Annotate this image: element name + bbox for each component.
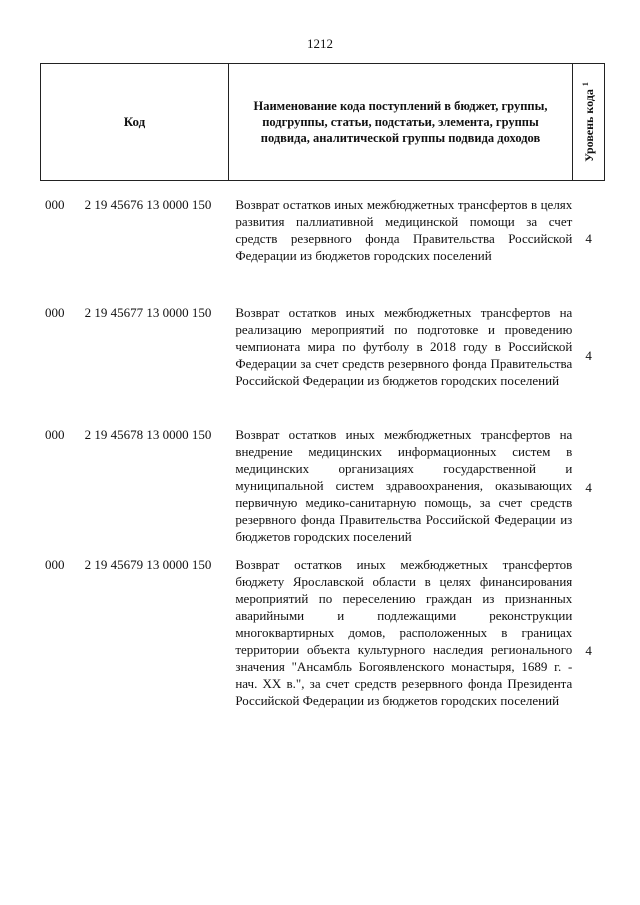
table-row xyxy=(40,196,605,282)
page-number: 1212 xyxy=(307,36,333,51)
row-prefix: 000 xyxy=(45,197,65,212)
row-text: Возврат остатков иных межбюджетных трансфертов бюджету Ярославской области в целях финансирования мероприятий по переселению граждан из признанных аварийными и подлежащими реконструкции многоквартирных домов, расположенных в границах территории объекта культурного наследия регионального значения "Ансамбль Богоявленского монастыря, 1689 г. - нач. XX в.", за счет средств резервного фонда Президента Российской Федерации из бюджетов городских поселений xyxy=(235,557,573,708)
row-level: 4 xyxy=(585,643,592,658)
header-level xyxy=(573,64,604,180)
row-prefix: 000 xyxy=(45,305,65,320)
table-row xyxy=(40,426,605,549)
row-prefix: 000 xyxy=(45,427,65,442)
row-code: 2 19 45678 13 0000 150 xyxy=(84,427,212,442)
header-level-text: Уровень кода xyxy=(581,89,596,162)
row-prefix: 000 xyxy=(45,557,65,572)
row-level: 4 xyxy=(585,231,592,246)
row-code: 2 19 45676 13 0000 150 xyxy=(84,197,212,212)
table-header xyxy=(40,63,605,181)
row-text: Возврат остатков иных межбюджетных трансфертов на реализацию мероприятий по подготовке и проведению чемпионата мира по футболу в 2018 году в Российской Федерации за счет средств резервного фонда Правительства Российской Федерации из бюджетов городских поселений xyxy=(235,305,573,388)
header-level-label xyxy=(581,82,597,162)
header-level-footnote: 1 xyxy=(580,82,590,87)
row-text: Возврат остатков иных межбюджетных трансфертов на внедрение медицинских информационных систем в медицинских организациях государственной и муниципальной систем здравоохранения, оказывающих первичную медико-санитарную помощь, за счет средств резервного фонда Правительства Российской Федерации из бюджетов городских поселений xyxy=(235,427,573,544)
row-code: 2 19 45679 13 0000 150 xyxy=(84,557,212,572)
table-row xyxy=(40,556,605,746)
header-name: Наименование кода поступлений в бюджет, группы, подгруппы, статьи, подстатьи, элемента, группы подвида, аналитической группы подвида доходов xyxy=(229,64,573,180)
header-code: Код xyxy=(41,64,229,180)
row-code: 2 19 45677 13 0000 150 xyxy=(84,305,212,320)
row-level: 4 xyxy=(585,348,592,363)
row-level: 4 xyxy=(585,479,592,495)
table-row xyxy=(40,304,605,408)
row-text: Возврат остатков иных межбюджетных трансфертов в целях развития паллиативной медицинской помощи за счет средств резервного фонда Правительства Российской Федерации из бюджетов городских поселений xyxy=(235,197,573,263)
